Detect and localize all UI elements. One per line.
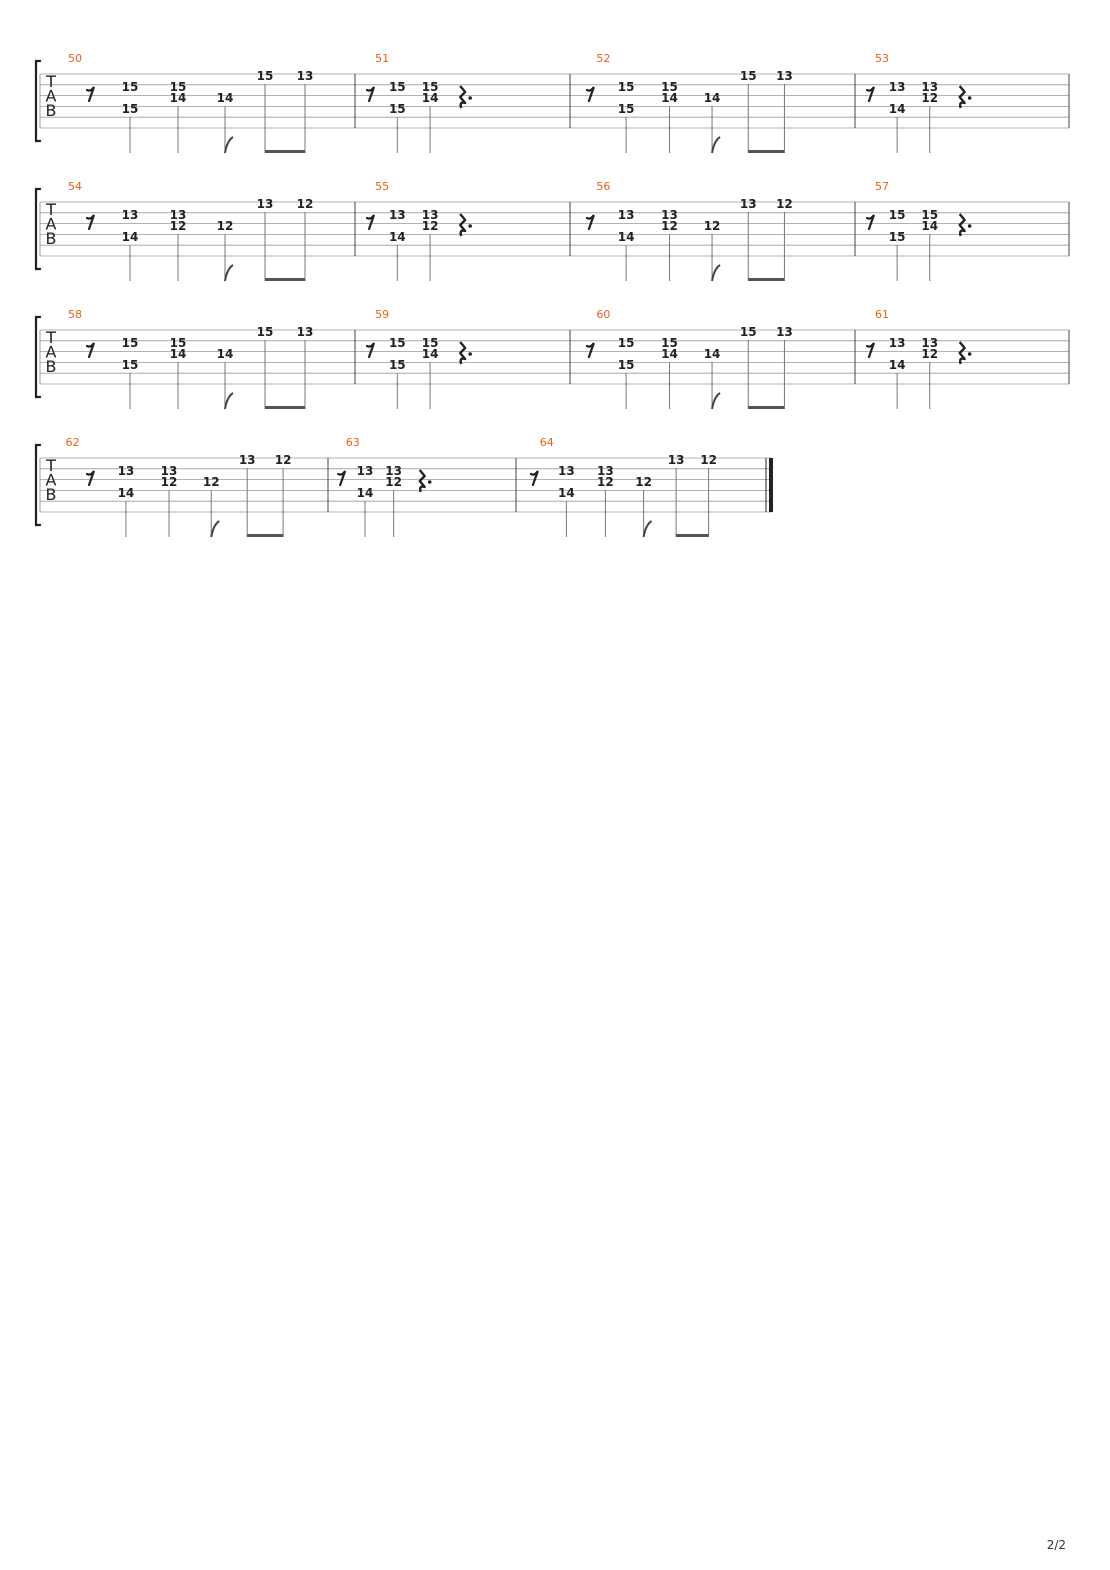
fret-number: 12	[921, 347, 939, 361]
note-beam	[265, 150, 305, 153]
measure-number: 50	[68, 52, 82, 65]
fret-number: 15	[888, 230, 906, 244]
measure-number: 56	[596, 180, 611, 193]
tab-clef-letter: T	[46, 200, 56, 219]
fret-number: 14	[661, 347, 678, 361]
eighth-rest	[87, 215, 94, 229]
fret-number: 12	[202, 475, 220, 489]
tab-clef-letter: B	[45, 485, 57, 504]
fret-number: 15	[388, 102, 406, 116]
measure	[587, 52, 793, 153]
measure-number: 59	[375, 308, 390, 321]
measure-number: 61	[875, 308, 890, 321]
quarter-rest	[960, 342, 965, 364]
quarter-rest	[960, 86, 965, 108]
eighth-rest	[367, 343, 374, 357]
fret-number: 13	[776, 69, 793, 83]
rest-dot	[968, 352, 972, 356]
fret-number: 15	[739, 69, 757, 83]
quarter-rest	[420, 470, 425, 492]
fret-number: 12	[703, 219, 721, 233]
eighth-rest	[87, 343, 94, 357]
note-flag	[225, 137, 233, 153]
fret-number: 13	[356, 464, 374, 478]
measure-number: 55	[375, 180, 390, 193]
fret-number: 12	[274, 453, 292, 467]
measure-number: 54	[68, 180, 82, 193]
measure-number: 60	[596, 308, 611, 321]
fret-number: 13	[661, 208, 678, 222]
fret-number: 15	[739, 325, 757, 339]
fret-number: 15	[388, 336, 406, 350]
fret-number: 12	[597, 475, 614, 489]
tab-clef-letter: A	[45, 470, 57, 490]
measure	[867, 180, 972, 281]
fret-number: 15	[256, 69, 274, 83]
measure	[587, 308, 793, 409]
fret-number: 15	[169, 80, 187, 94]
fret-number: 13	[597, 464, 614, 478]
measure	[867, 52, 972, 153]
fret-number: 12	[776, 197, 793, 211]
fret-number: 14	[169, 91, 187, 105]
measure	[68, 52, 313, 153]
fret-number: 13	[558, 464, 575, 478]
measure-number: 52	[596, 52, 611, 65]
measure-number: 58	[68, 308, 82, 321]
note-flag	[712, 265, 720, 281]
fret-number: 13	[388, 208, 406, 222]
fret-number: 12	[169, 219, 187, 233]
tab-clef-letter: A	[45, 214, 57, 234]
fret-number: 12	[661, 219, 678, 233]
measure-number: 57	[875, 180, 890, 193]
tab-system	[36, 436, 773, 537]
eighth-rest	[867, 87, 874, 101]
note-beam	[748, 278, 784, 281]
eighth-rest	[87, 471, 94, 485]
fret-number: 15	[421, 80, 439, 94]
fret-number: 13	[739, 197, 757, 211]
fret-number: 12	[296, 197, 314, 211]
fret-number: 14	[921, 219, 939, 233]
fret-number: 13	[888, 80, 906, 94]
fret-number: 14	[388, 230, 406, 244]
fret-number: 14	[888, 102, 906, 116]
note-flag	[225, 265, 233, 281]
measure	[367, 308, 472, 409]
measure	[68, 308, 313, 409]
fret-number: 13	[617, 208, 635, 222]
measure-number: 51	[375, 52, 390, 65]
page-number: 2/2	[1046, 1538, 1066, 1552]
tab-clef-letter: A	[45, 342, 57, 362]
fret-number: 14	[661, 91, 678, 105]
tab-clef-letter: B	[45, 101, 57, 120]
note-beam	[748, 406, 784, 409]
measure	[338, 436, 431, 537]
fret-number: 14	[888, 358, 906, 372]
eighth-rest	[531, 471, 538, 485]
fret-number: 15	[169, 336, 187, 350]
fret-number: 13	[160, 464, 178, 478]
note-beam	[265, 406, 305, 409]
fret-number: 12	[700, 453, 717, 467]
eighth-rest	[867, 343, 874, 357]
eighth-rest	[367, 87, 374, 101]
fret-number: 14	[169, 347, 187, 361]
fret-number: 14	[421, 91, 439, 105]
fret-number: 13	[888, 336, 906, 350]
note-flag	[712, 137, 720, 153]
fret-number: 14	[703, 91, 721, 105]
rest-dot	[428, 480, 432, 484]
tab-system	[36, 180, 1069, 281]
fret-number: 13	[385, 464, 403, 478]
fret-number: 15	[121, 102, 139, 116]
quarter-rest	[460, 214, 465, 236]
note-beam	[748, 150, 784, 153]
quarter-rest	[460, 86, 465, 108]
tab-system	[36, 308, 1069, 409]
tab-clef-letter: T	[46, 328, 56, 347]
fret-number: 15	[121, 336, 139, 350]
note-beam	[676, 534, 709, 537]
eighth-rest	[867, 215, 874, 229]
eighth-rest	[367, 215, 374, 229]
fret-number: 13	[667, 453, 685, 467]
eighth-rest	[587, 215, 594, 229]
eighth-rest	[587, 87, 594, 101]
fret-number: 13	[117, 464, 135, 478]
fret-number: 15	[921, 208, 939, 222]
note-beam	[247, 534, 283, 537]
tab-system	[36, 52, 1069, 153]
fret-number: 15	[617, 102, 635, 116]
eighth-rest	[338, 471, 345, 485]
fret-number: 12	[421, 219, 439, 233]
eighth-rest	[587, 343, 594, 357]
tab-clef-letter: B	[45, 229, 57, 248]
fret-number: 14	[617, 230, 635, 244]
measure-number: 64	[539, 436, 554, 449]
fret-number: 13	[921, 80, 939, 94]
fret-number: 12	[216, 219, 234, 233]
final-barline	[769, 458, 773, 512]
fret-number: 12	[921, 91, 939, 105]
fret-number: 14	[117, 486, 135, 500]
fret-number: 12	[635, 475, 652, 489]
measure	[367, 180, 472, 281]
measure-number: 62	[65, 436, 80, 449]
measure	[867, 308, 972, 409]
fret-number: 14	[356, 486, 374, 500]
fret-number: 12	[160, 475, 178, 489]
rest-dot	[968, 224, 972, 228]
eighth-rest	[87, 87, 94, 101]
note-flag	[712, 393, 720, 409]
fret-number: 13	[169, 208, 187, 222]
fret-number: 14	[121, 230, 139, 244]
quarter-rest	[460, 342, 465, 364]
fret-number: 14	[216, 91, 234, 105]
fret-number: 15	[617, 358, 635, 372]
fret-number: 15	[121, 80, 139, 94]
fret-number: 13	[238, 453, 256, 467]
rest-dot	[468, 96, 472, 100]
fret-number: 13	[421, 208, 439, 222]
fret-number: 15	[388, 80, 406, 94]
measure	[68, 180, 313, 281]
fret-number: 14	[421, 347, 439, 361]
measure	[367, 52, 472, 153]
quarter-rest	[960, 214, 965, 236]
fret-number: 14	[216, 347, 234, 361]
note-flag	[211, 521, 219, 537]
fret-number: 13	[296, 325, 314, 339]
fret-number: 15	[888, 208, 906, 222]
fret-number: 15	[661, 336, 678, 350]
fret-number: 15	[256, 325, 274, 339]
fret-number: 13	[776, 325, 793, 339]
fret-number: 15	[617, 80, 635, 94]
fret-number: 13	[121, 208, 139, 222]
measure-number: 63	[345, 436, 360, 449]
measure	[66, 436, 292, 537]
fret-number: 15	[121, 358, 139, 372]
rest-dot	[468, 224, 472, 228]
note-flag	[644, 521, 652, 537]
tab-clef-letter: B	[45, 357, 57, 376]
fret-number: 14	[558, 486, 575, 500]
fret-number: 13	[256, 197, 274, 211]
note-flag	[225, 393, 233, 409]
rest-dot	[468, 352, 472, 356]
fret-number: 13	[296, 69, 314, 83]
measure	[587, 180, 793, 281]
fret-number: 15	[661, 80, 678, 94]
fret-number: 14	[703, 347, 721, 361]
fret-number: 15	[388, 358, 406, 372]
tab-clef-letter: T	[46, 72, 56, 91]
fret-number: 15	[421, 336, 439, 350]
fret-number: 12	[385, 475, 403, 489]
tab-clef-letter: T	[46, 456, 56, 475]
rest-dot	[968, 96, 972, 100]
note-beam	[265, 278, 305, 281]
measure-number: 53	[875, 52, 890, 65]
fret-number: 15	[617, 336, 635, 350]
tab-clef-letter: A	[45, 86, 57, 106]
measure	[531, 436, 717, 537]
fret-number: 13	[921, 336, 939, 350]
